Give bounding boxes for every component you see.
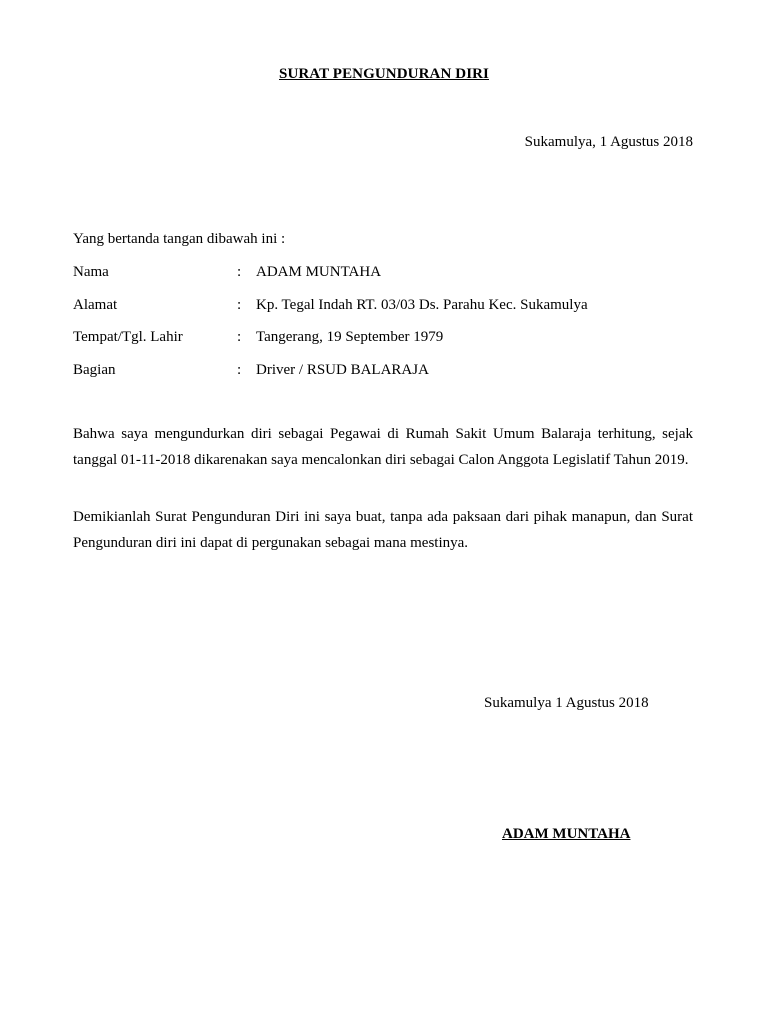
identity-row-bagian — [73, 362, 693, 395]
identity-row-nama — [73, 264, 693, 297]
paragraph-closing-statement: Demikianlah Surat Pengunduran Diri ini saya buat, tanpa ada paksaan dari pihak manapun, dan Surat Pengunduran diri ini dapat di pergunakan sebagai mana mestinya. — [73, 509, 693, 551]
paragraph-resignation-statement: Bahwa saya mengundurkan diri sebagai Pegawai di Rumah Sakit Umum Balaraja terhitung, sejak tanggal 01-11-2018 dikarenakan saya mencalonkan diri sebagai Calon Anggota Legislatif Tahun 2019. — [73, 426, 693, 468]
identity-colon: : — [237, 361, 242, 378]
document-title: SURAT PENGUNDURAN DIRI — [279, 66, 489, 82]
intro-text: Yang bertanda tangan dibawah ini : — [73, 231, 286, 247]
identity-row-tempat-tgl-lahir — [73, 329, 693, 362]
identity-value: ADAM MUNTAHA — [256, 264, 382, 280]
signatory-name: ADAM MUNTAHA — [502, 826, 631, 842]
identity-label: Nama — [73, 264, 109, 280]
identity-value: Kp. Tegal Indah RT. 03/03 Ds. Parahu Kec. Sukamulya — [256, 296, 588, 313]
identity-label: Alamat — [73, 296, 118, 313]
place-date-top: Sukamulya, 1 Agustus 2018 — [524, 134, 693, 150]
identity-label: Tempat/Tgl. Lahir — [73, 329, 183, 345]
identity-value: Tangerang, 19 September 1979 — [256, 329, 444, 345]
identity-row-alamat — [73, 297, 693, 330]
place-date-bottom: Sukamulya 1 Agustus 2018 — [484, 695, 649, 711]
identity-colon: : — [237, 296, 242, 313]
identity-colon: : — [237, 264, 242, 280]
identity-label: Bagian — [73, 361, 116, 378]
identity-block — [73, 264, 693, 394]
identity-colon: : — [237, 329, 242, 345]
identity-value: Driver / RSUD BALARAJA — [256, 361, 429, 378]
